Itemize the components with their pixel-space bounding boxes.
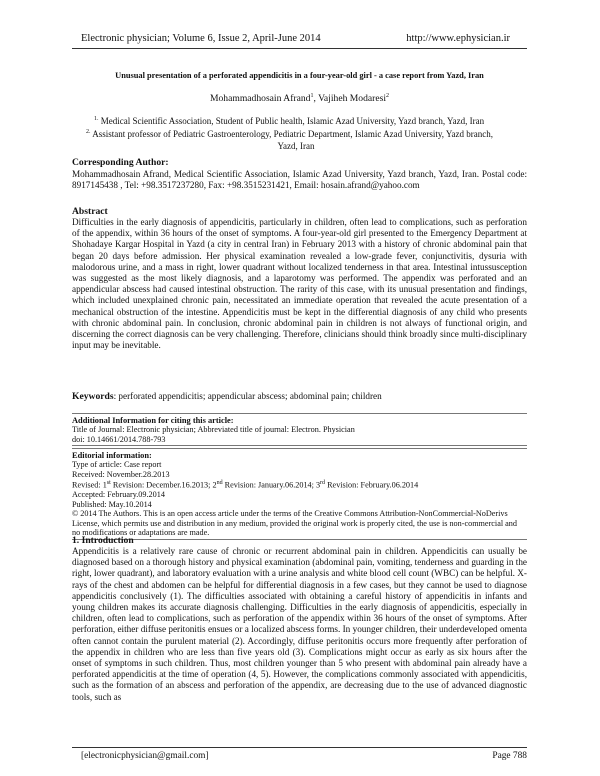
keywords (72, 391, 527, 402)
keywords-text: : perforated appendicitis; appendicular abscess; abdominal pain; children (113, 391, 382, 401)
citation-info-heading: Additional Information for citing this article: (72, 416, 234, 425)
citation-doi[interactable]: doi: 10.14661/2014.788-793 (72, 434, 166, 444)
author-2-affiliation-mark: 2 (386, 93, 390, 99)
header-rule (72, 48, 527, 49)
revision-4-label: Revision: February.06.2014 (325, 480, 419, 490)
affiliation-2-continued: Yazd, Iran (277, 141, 315, 151)
revision-dates (72, 479, 527, 490)
author-separator: , (313, 93, 319, 105)
article-title: Unusual presentation of a perforated appendicitis in a four-year-old girl - a case report from Yazd, Iran (115, 71, 484, 80)
affiliation-1-number: 1. (94, 116, 99, 122)
revision-3-label: Revision: January.06.2014; 3 (222, 480, 321, 490)
revision-2-label: Revision: December.16.2013; 2 (110, 480, 217, 490)
accepted-date: Accepted: February.09.2014 (72, 490, 165, 500)
introduction-text: Appendicitis is a relatively rare cause of chronic or recurrent abdominal pain in children. Appendicitis can usually be diagnosed based on a thorough history and physical examination (abdominal pain, vomiting, tenderness and guarding in the right, lower quadrant), and laboratory evaluation with a urine analysis and white blood cell count (WBC) can be helpful. X-rays of the chest and abdomen can be helpful for differential diagnosis in a few cases, but they cannot be used to diagnose appendicitis conclusively (1). The difficulties associated with obtaining a careful history of appendicitis in infants and young children makes its accurate diagnosis challenging. Difficulties in the early diagnosis of appendicitis, especially in children, often lead to complications, such as perforation of the appendix within 36 hours of the onset of symptoms. After perforation, either diffuse peritonitis ensues or a localized abscess forms. In younger children, their underdeveloped omenta often cannot contain the purulent material (2). Accordingly, diffuse peritonitis occurs more frequently after perforation of the appendix in children who are less than five years old (3). Complications might occur as early as six hours after the onset of symptoms in such children. Thus, most children younger than 5 who present with abdominal pain already have a perforated appendicitis at the time of operation (4, 5). However, the complications commonly associated with appendicitis, such as the formation of an abscess and perforation of the appendix, are decreasing due to the use of advanced diagnostic tools, such as (72, 546, 527, 702)
license-text: © 2014 The Authors. This is an open access article under the terms of the Creative Commons Attribution-NonCommercial-NoDerivs License, which permits use and distribution in any medium, provided the original work is properly cited, the use is non-commercial and no modifications or adaptations are made. (72, 509, 517, 537)
affiliation-2-text: Assistant professor of Pediatric Gastroenterology, Pediatric Department, Islamic Azad University, Yazd branch, (92, 129, 493, 139)
author-list (72, 93, 527, 104)
author-1-affiliation-mark: 1 (310, 93, 314, 99)
introduction-heading: 1. Introduction (72, 535, 134, 546)
author-2: Vajiheh Modaresi (318, 93, 387, 105)
received-date: Received: November.28.2013 (72, 469, 170, 479)
revision-1-ordinal: st (106, 480, 111, 487)
abstract-heading: Abstract (72, 206, 108, 217)
page-number: Page 788 (492, 751, 527, 761)
running-footer (81, 751, 527, 761)
abstract-text: Difficulties in the early diagnosis of appendicitis, particularly in children, often lead to complications, such as perforation of the appendix, within 36 hours of the onset of symptoms. A four-year-old girl presented to the Emergency Department at Shohadaye Kargar Hospital in Yazd (a city in central Iran) in February 2013 with a history of chronic abdominal pain that began 20 days before admission. Her physical examination revealed a low-grade fever, conjunctivitis, dysuria with malodorous urine, and a mass in right, lower quadrant without localized tenderness in that area. Intestinal intussusception was suggested as the most likely diagnosis, and a laparotomy was performed. The appendix was perforated and an appendicular abscess had caused intestinal obstruction. The rarity of this case, with its unusual presentation and findings, which included unexplained chronic pain, necessitated an immediate operation that revealed the acute presentation of a mechanical obstruction of the intestine. Appendicitis must be kept in the differential diagnosis of any child who presents with chronic abdominal pain. In conclusion, chronic abdominal pain in children is not always of functional origin, and discerning the correct diagnosis can be very challenging. Therefore, clinicians should think broadly since multi-disciplinary input may be inevitable. (72, 217, 527, 351)
citation-journal-title: Title of Journal: Electronic physician; Abbreviated title of journal: Electron. Physician (72, 425, 355, 435)
footer-rule (72, 747, 527, 748)
article-type: Type of article: Case report (72, 460, 162, 470)
journal-url[interactable]: http://www.ephysician.ir (406, 33, 510, 44)
editorial-info-heading: Editorial information: (72, 451, 152, 460)
affiliation-1-text: Medical Scientific Association, Student of Public health, Islamic Azad University, Yazd branch, Yazd, Iran (100, 116, 485, 126)
journal-email[interactable]: [electronicphysician@gmail.com] (81, 751, 209, 761)
keywords-label: Keywords (72, 391, 114, 402)
editorial-info-box (72, 448, 527, 540)
published-date: Published: May.10.2014 (72, 499, 152, 509)
corresponding-author-text: Mohammadhosain Afrand, Medical Scientific Association, Islamic Azad University, Yazd branch, Yazd, Iran. Postal code: 8917145438 , Tel: +98.3517237280, Fax: +98.3515231421, Email: hosain.afrand@yahoo.com (72, 169, 527, 191)
author-1: Mohammadhosain Afrand (209, 93, 311, 105)
affiliation-1 (94, 113, 524, 127)
affiliation-2 (86, 126, 526, 152)
revision-2-ordinal: nd (216, 480, 223, 487)
revision-1-label: Revised: 1 (72, 480, 107, 490)
corresponding-author-heading: Corresponding Author: (72, 157, 169, 168)
running-header (81, 33, 510, 44)
citation-info-box (72, 413, 527, 446)
journal-header: Electronic physician; Volume 6, Issue 2, April-June 2014 (81, 33, 321, 44)
affiliation-2-number: 2. (86, 129, 91, 135)
revision-3-ordinal: rd (320, 480, 326, 487)
